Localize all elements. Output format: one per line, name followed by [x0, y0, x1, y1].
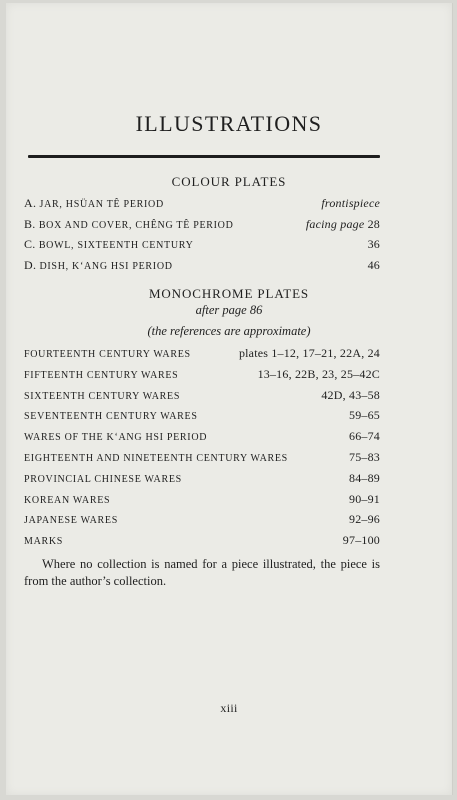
colour-plate-d: [24, 258, 380, 274]
monochrome-reference: 97–100: [342, 533, 380, 548]
monochrome-row: [24, 429, 380, 445]
plate-reference: [306, 217, 380, 231]
monochrome-subheading-note: (the references are approximate): [147, 324, 311, 338]
plate-letter: A.: [24, 196, 37, 210]
colour-plate-a: [24, 196, 380, 212]
monochrome-reference: 66–74: [349, 429, 380, 444]
monochrome-plates-heading: MONOCHROME PLATES: [148, 286, 310, 301]
monochrome-label: EIGHTEENTH AND NINETEENTH CENTURY WARES: [24, 453, 288, 464]
title-rule: [28, 155, 380, 158]
monochrome-reference: 13–16, 22B, 23, 25–42C: [257, 366, 380, 381]
plate-letter: B.: [24, 217, 36, 231]
monochrome-row: [24, 492, 380, 508]
monochrome-row: [24, 533, 380, 549]
monochrome-label: JAPANESE WARES: [24, 515, 118, 527]
facing-page-text: facing page: [305, 217, 368, 231]
plate-label: BOWL, SIXTEENTH CENTURY: [38, 240, 194, 251]
monochrome-row: [24, 346, 380, 362]
plate-reference: 36: [367, 237, 380, 251]
monochrome-row: [24, 367, 380, 383]
monochrome-label: FOURTEENTH CENTURY WARES: [24, 349, 191, 360]
plate-reference: 46: [367, 258, 380, 272]
monochrome-reference: 75–83: [349, 450, 380, 464]
monochrome-reference: plates 1–12, 17–21, 22A, 24: [238, 346, 380, 360]
plate-label: DISH, K‘ANG HSI PERIOD: [39, 261, 173, 272]
monochrome-label: FIFTEENTH CENTURY WARES: [24, 369, 179, 381]
monochrome-reference: 84–89: [349, 470, 380, 485]
monochrome-reference: 90–91: [349, 491, 380, 506]
monochrome-subheading-page: after page 86: [195, 303, 263, 317]
page-number: xiii: [220, 701, 238, 715]
monochrome-row: [24, 512, 380, 528]
monochrome-reference: 42D, 43–58: [321, 387, 380, 402]
book-page: [6, 3, 452, 795]
plate-letter: C.: [24, 237, 36, 251]
monochrome-label: KOREAN WARES: [24, 494, 111, 506]
monochrome-row: [24, 471, 380, 487]
monochrome-label: PROVINCIAL CHINESE WARES: [24, 473, 182, 485]
plate-label: JAR, HSÜAN TÊ PERIOD: [39, 199, 164, 210]
plate-letter: D.: [24, 258, 37, 272]
facing-page-number: 28: [367, 217, 380, 231]
colour-plate-b: [24, 217, 380, 233]
monochrome-row: [24, 388, 380, 404]
monochrome-label: SEVENTEENTH CENTURY WARES: [24, 411, 198, 423]
monochrome-row: [24, 408, 380, 424]
page-title: ILLUSTRATIONS: [135, 111, 323, 136]
colour-plate-c: [24, 237, 380, 253]
monochrome-label: SIXTEENTH CENTURY WARES: [24, 390, 181, 402]
monochrome-label: WARES OF THE K‘ANG HSI PERIOD: [24, 432, 208, 444]
plate-reference: frontispiece: [321, 196, 380, 210]
monochrome-row: [24, 450, 380, 466]
colour-plates-heading: COLOUR PLATES: [171, 174, 287, 189]
plate-label: BOX AND COVER, CHÊNG TÊ PERIOD: [38, 220, 234, 231]
monochrome-reference: 92–96: [349, 512, 380, 527]
monochrome-label: MARKS: [24, 536, 64, 548]
monochrome-reference: 59–65: [349, 408, 380, 423]
collection-note: Where no collection is named for a piece illustrated, the piece is from the author’s collection.: [24, 557, 380, 588]
